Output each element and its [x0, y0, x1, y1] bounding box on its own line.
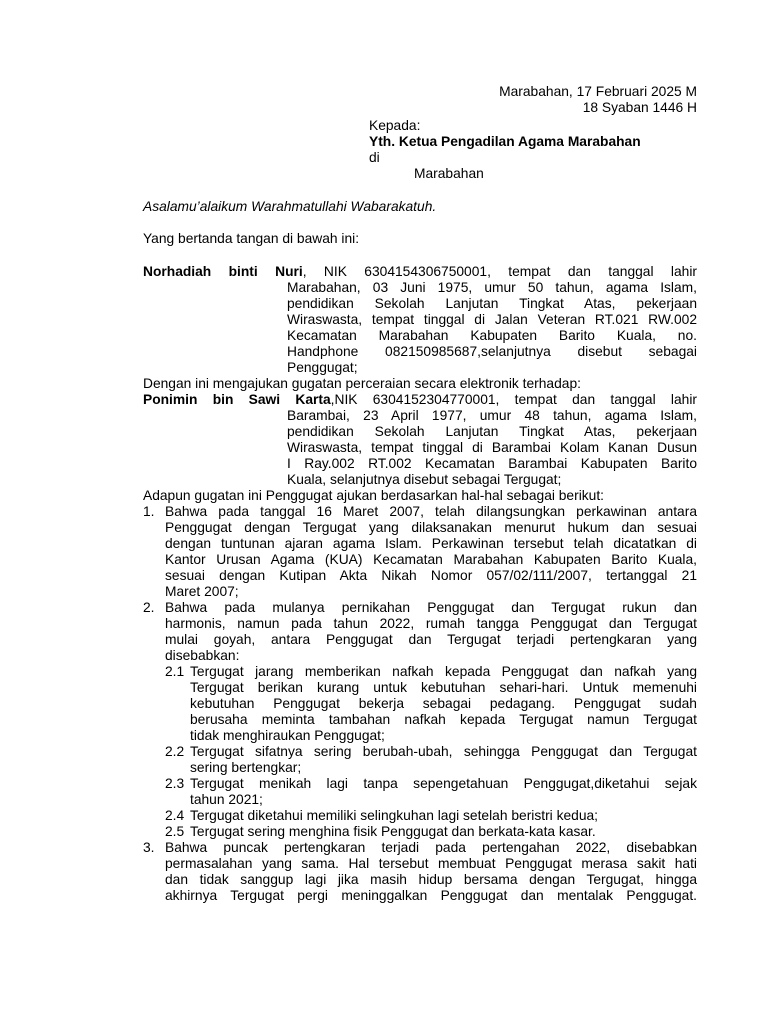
- point-number: 1.: [143, 504, 155, 519]
- subpoint-line: Tergugat berikan kurang untuk kebutuhan sehari-hari. Untuk memenuhi: [190, 680, 697, 695]
- point-line: mulai goyah, antara Penggugat dan Tergugat terjadi pertengkaran yang: [165, 632, 697, 647]
- defendant-line: I Ray.002 RT.002 Kecamatan Barambai Kabupaten Barito: [287, 456, 697, 471]
- plaintiff-line1: , NIK 6304154306750001, tempat dan tanggal lahir: [302, 264, 697, 279]
- subpoint-number: 2.3: [165, 776, 185, 791]
- point-line: Bahwa pada tanggal 16 Maret 2007, telah dilangsungkan perkawinan antara: [165, 504, 697, 519]
- subpoint-line: Tergugat jarang memberikan nafkah kepada Penggugat dan nafkah yang: [190, 664, 697, 679]
- plaintiff-line: Wiraswasta, tempat tinggal di Jalan Veteran RT.021 RW.002: [287, 312, 697, 327]
- intro-text: Yang bertanda tangan di bawah ini:: [143, 231, 360, 246]
- defendant-line1: ,NIK 6304152304770001, tempat dan tanggal lahir: [330, 392, 697, 407]
- subpoint-line: tahun 2021;: [190, 792, 263, 807]
- address-recipient: Yth. Ketua Pengadilan Agama Marabahan: [369, 134, 641, 149]
- subpoint-line: tidak menghiraukan Penggugat;: [190, 728, 385, 743]
- point-line: akhirnya Tergugat pergi meninggalkan Penggugat dan mentalak Penggugat.: [165, 888, 697, 903]
- address-city: Marabahan: [414, 166, 484, 181]
- defendant-name: Ponimin bin Sawi Karta: [143, 392, 331, 407]
- subpoint-line: kebutuhan Penggugat bekerja sebagai pedagang. Penggugat sudah: [190, 696, 697, 711]
- point-number: 3.: [143, 840, 155, 855]
- subpoint-number: 2.5: [165, 824, 185, 839]
- grounds-intro: Adapun gugatan ini Penggugat ajukan berdasarkan hal-hal sebagai berikut:: [143, 488, 605, 503]
- hijri-date: 18 Syaban 1446 H: [582, 100, 697, 115]
- defendant-line: pendidikan Sekolah Lanjutan Tingkat Atas, pekerjaan: [287, 424, 697, 439]
- place-date: Marabahan, 17 Februari 2025 M: [499, 84, 697, 99]
- point-line: disebabkan:: [165, 648, 240, 663]
- plaintiff-line: Kecamatan Marabahan Kabupaten Barito Kuala, no.: [287, 328, 697, 343]
- plaintiff-name: Norhadiah binti Nuri: [143, 264, 303, 279]
- point-line: Maret 2007;: [165, 584, 239, 599]
- point-line: dan tidak sanggup lagi jika masih hidup bersama dengan Tergugat, hingga: [165, 872, 697, 887]
- subpoint-line: Tergugat diketahui memiliki selingkuhan lagi setelah beristri kedua;: [190, 808, 598, 823]
- defendant-first-line: [143, 392, 697, 408]
- point-line: dengan tuntunan ajaran agama Islam. Perkawinan tersebut telah dicatatkan di: [165, 536, 697, 551]
- point-line: harmonis, namun pada tahun 2022, rumah tangga Penggugat dan Tergugat: [165, 616, 697, 631]
- subpoint-line: Tergugat menikah lagi tanpa sepengetahuan Penggugat,diketahui sejak: [190, 776, 697, 791]
- subpoint-number: 2.1: [165, 664, 185, 679]
- plaintiff-line: Marabahan, 03 Juni 1975, umur 50 tahun, agama Islam,: [287, 280, 697, 295]
- subpoint-line: Tergugat sering menghina fisik Penggugat dan berkata-kata kasar.: [190, 824, 596, 839]
- plaintiff-line: Handphone 082150985687,selanjutnya disebut sebagai: [287, 344, 697, 359]
- address-to: Kepada:: [369, 118, 421, 133]
- subpoint-line: Tergugat sifatnya sering berubah-ubah, sehingga Penggugat dan Tergugat: [190, 744, 697, 759]
- subpoint-number: 2.4: [165, 808, 185, 823]
- defendant-line: Kuala, selanjutnya disebut sebagai Tergugat;: [287, 472, 562, 487]
- plaintiff-line: pendidikan Sekolah Lanjutan Tingkat Atas, pekerjaan: [287, 296, 697, 311]
- point-number: 2.: [143, 600, 155, 615]
- subpoint-line: sering bertengkar;: [190, 760, 302, 775]
- subpoint-line: berusaha meminta tambahan nafkah kepada Tergugat namun Tergugat: [190, 712, 697, 727]
- defendant-line: Barambai, 23 April 1977, umur 48 tahun, agama Islam,: [287, 408, 697, 423]
- point-line: sesuai dengan Kutipan Akta Nikah Nomor 057/02/111/2007, tertanggal 21: [165, 568, 697, 583]
- point-line: permasalahan yang sama. Hal tersebut membuat Penggugat merasa sakit hati: [165, 856, 697, 871]
- address-at: di: [369, 150, 380, 165]
- against-text: Dengan ini mengajukan gugatan perceraian secara elektronik terhadap:: [143, 376, 581, 391]
- point-line: Kantor Urusan Agama (KUA) Kecamatan Marabahan Kabupaten Barito Kuala,: [165, 552, 697, 567]
- greeting: Asalamu’alaikum Warahmatullahi Wabarakatuh.: [143, 199, 437, 214]
- point-line: Bahwa puncak pertengkaran terjadi pada pertengahan 2022, disebabkan: [165, 840, 697, 855]
- plaintiff-first-line: [143, 264, 697, 280]
- defendant-line: Wiraswasta, tempat tinggal di Barambai Kolam Kanan Dusun: [287, 440, 697, 455]
- subpoint-number: 2.2: [165, 744, 185, 759]
- plaintiff-line: Penggugat;: [287, 360, 358, 375]
- point-line: Penggugat dengan Tergugat yang dilaksanakan menurut hukum dan sesuai: [165, 520, 697, 535]
- point-line: Bahwa pada mulanya pernikahan Penggugat dan Tergugat rukun dan: [165, 600, 697, 615]
